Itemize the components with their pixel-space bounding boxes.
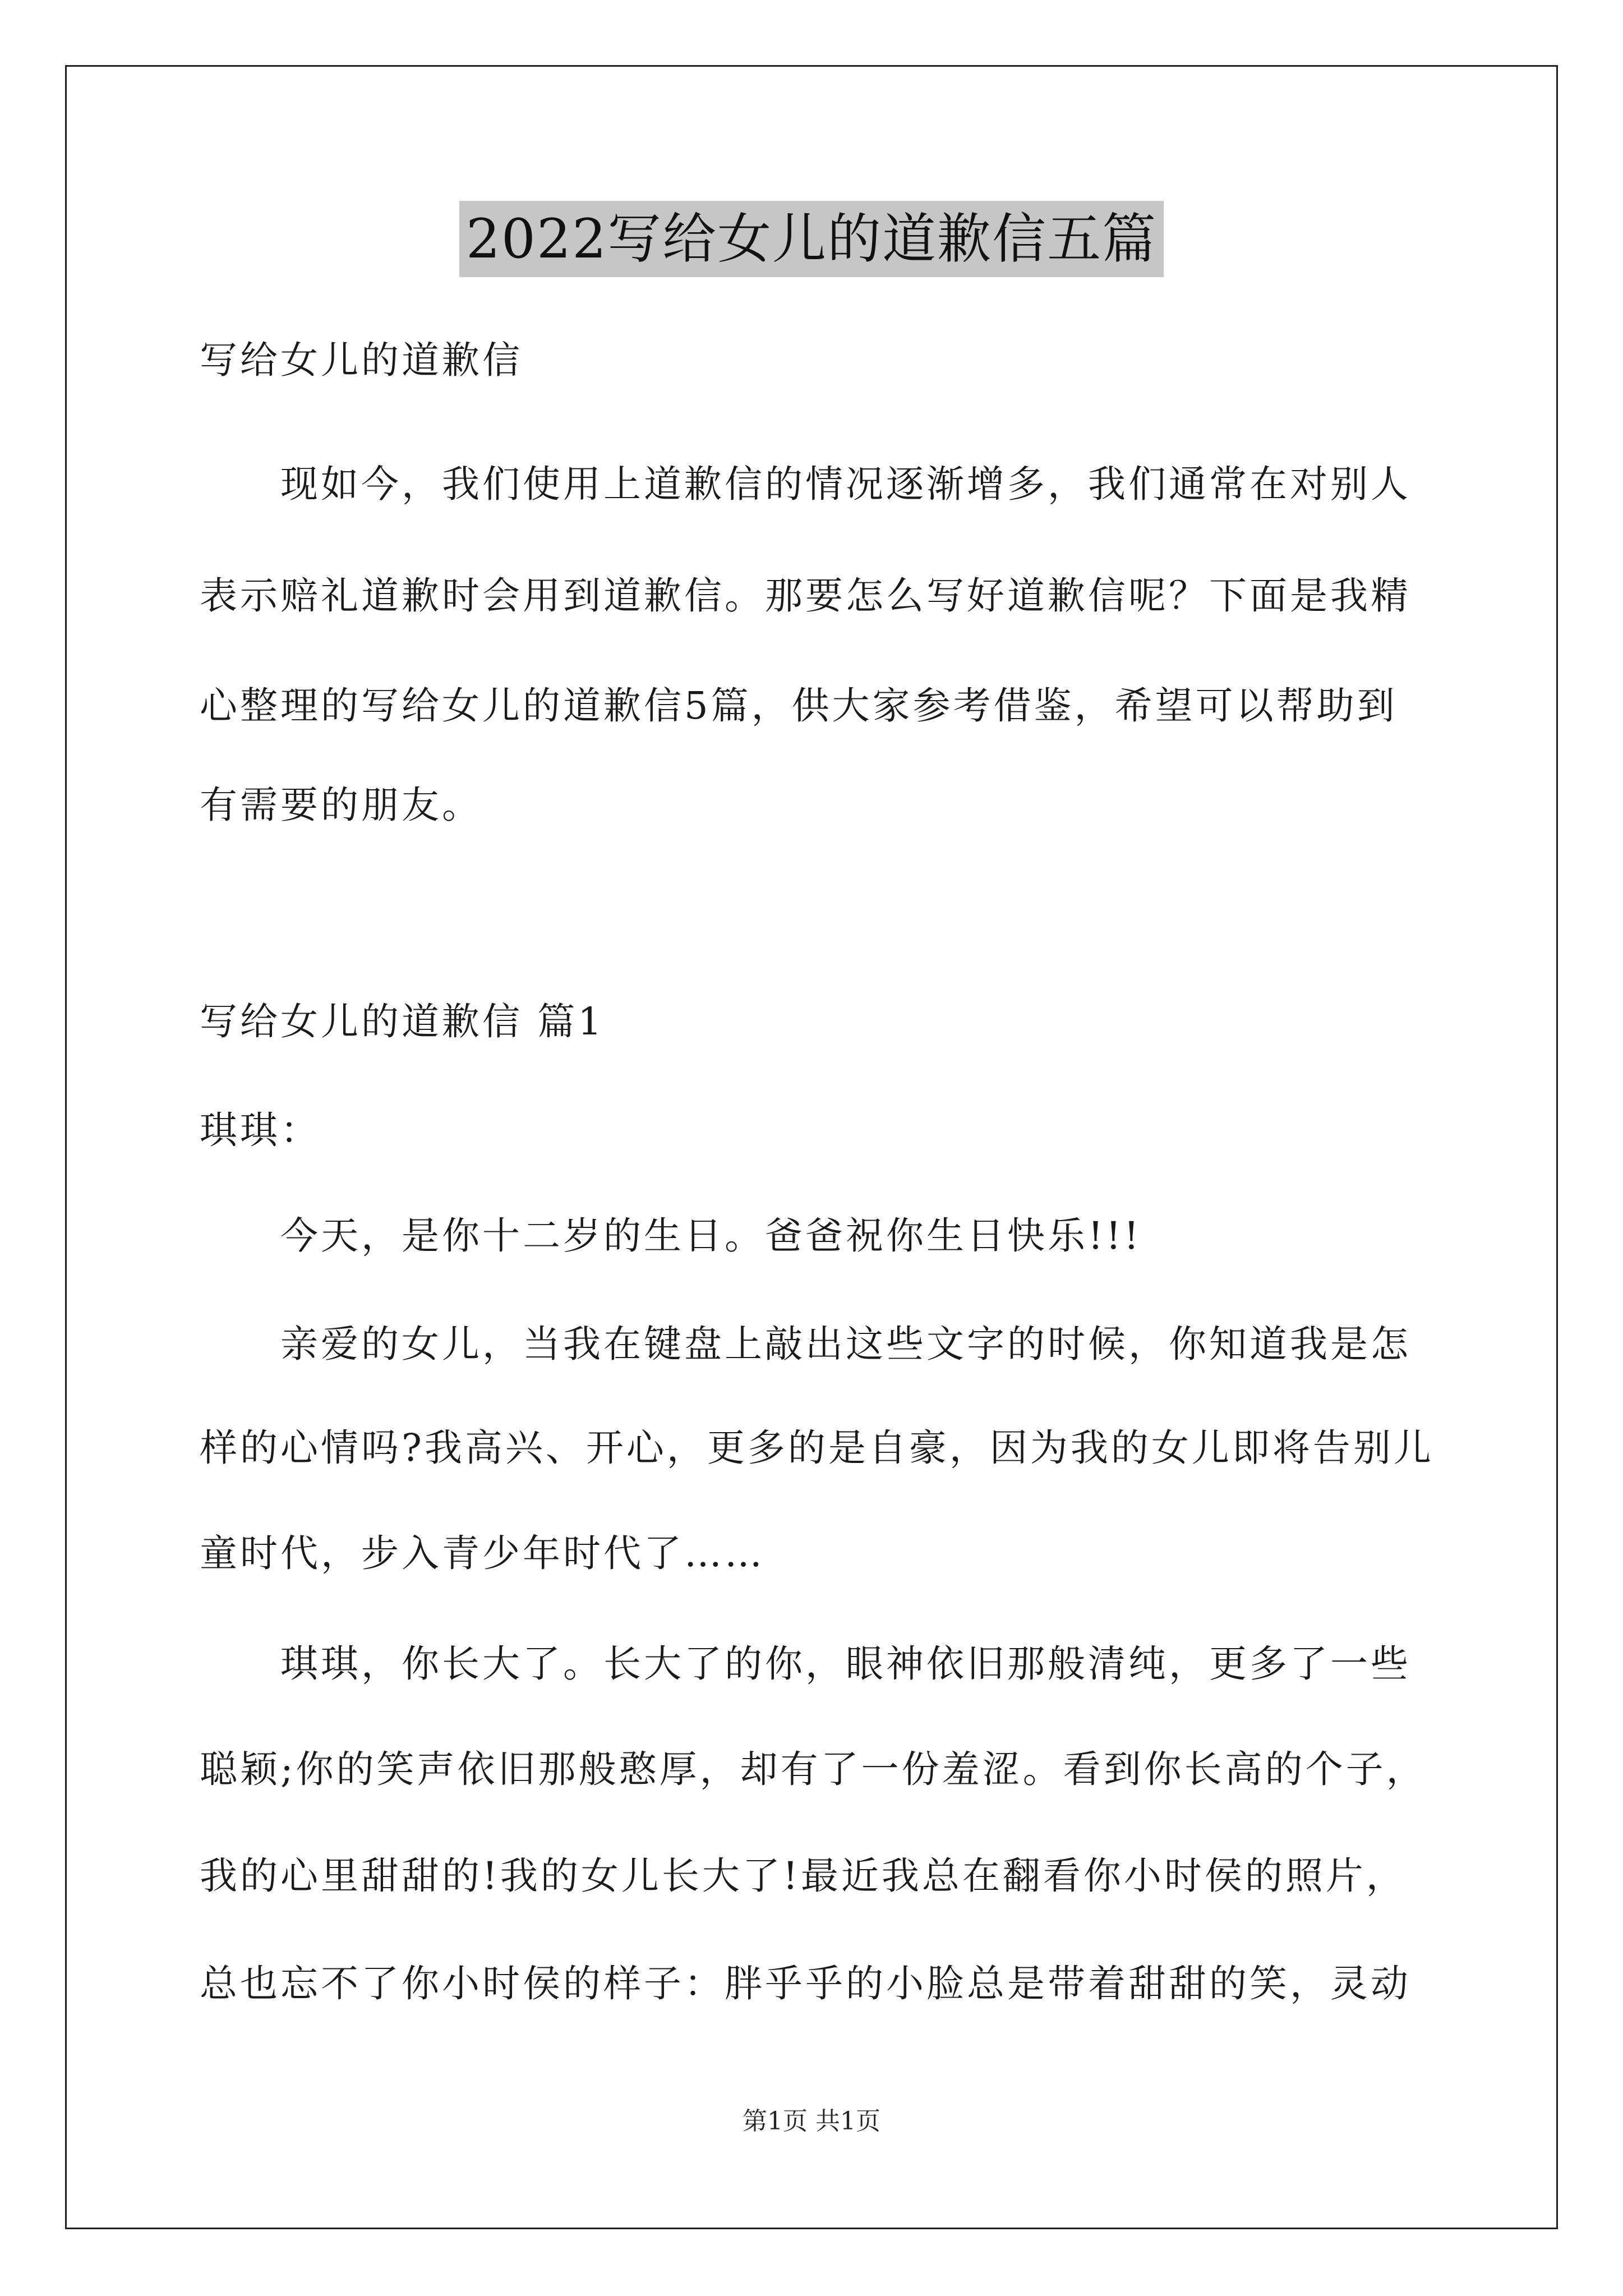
body-line-5: 琪琪，你长大了。长大了的你，眼神依旧那般清纯，更多了一些 bbox=[280, 1642, 1411, 1686]
title-container bbox=[0, 201, 1623, 277]
body-line-8: 总也忘不了你小时侯的样子：胖乎乎的小脸总是带着甜甜的笑，灵动 bbox=[200, 1962, 1411, 2005]
document-title: 2022写给女儿的道歉信五篇 bbox=[459, 201, 1164, 277]
intro-paragraph-line-4: 有需要的朋友。 bbox=[200, 783, 482, 827]
page-footer: 第1页 共1页 bbox=[743, 2107, 880, 2136]
body-line-7: 我的心里甜甜的!我的女儿长大了!最近我总在翻看你小时侯的照片， bbox=[200, 1854, 1407, 1898]
intro-heading: 写给女儿的道歉信 bbox=[200, 338, 523, 382]
intro-paragraph-line-1: 现如今，我们使用上道歉信的情况逐渐增多，我们通常在对别人 bbox=[280, 462, 1411, 506]
body-line-3: 样的心情吗?我高兴、开心，更多的是自豪，因为我的女儿即将告别儿 bbox=[200, 1426, 1434, 1470]
intro-paragraph-line-3: 心整理的写给女儿的道歉信5篇，供大家参考借鉴，希望可以帮助到 bbox=[200, 684, 1398, 728]
body-line-6: 聪颖;你的笑声依旧那般憨厚，却有了一份羞涩。看到你长高的个子， bbox=[200, 1747, 1427, 1791]
body-line-4: 童时代，步入青少年时代了…… bbox=[200, 1531, 765, 1575]
body-line-1: 今天，是你十二岁的生日。爸爸祝你生日快乐!!! bbox=[280, 1214, 1142, 1258]
section-heading-1: 写给女儿的道歉信 篇1 bbox=[200, 1000, 605, 1043]
intro-paragraph-line-2: 表示赔礼道歉时会用到道歉信。那要怎么写好道歉信呢？下面是我精 bbox=[200, 574, 1411, 618]
body-line-2: 亲爱的女儿，当我在键盘上敲出这些文字的时候，你知道我是怎 bbox=[280, 1322, 1411, 1366]
letter-salutation: 琪琪： bbox=[200, 1108, 321, 1152]
